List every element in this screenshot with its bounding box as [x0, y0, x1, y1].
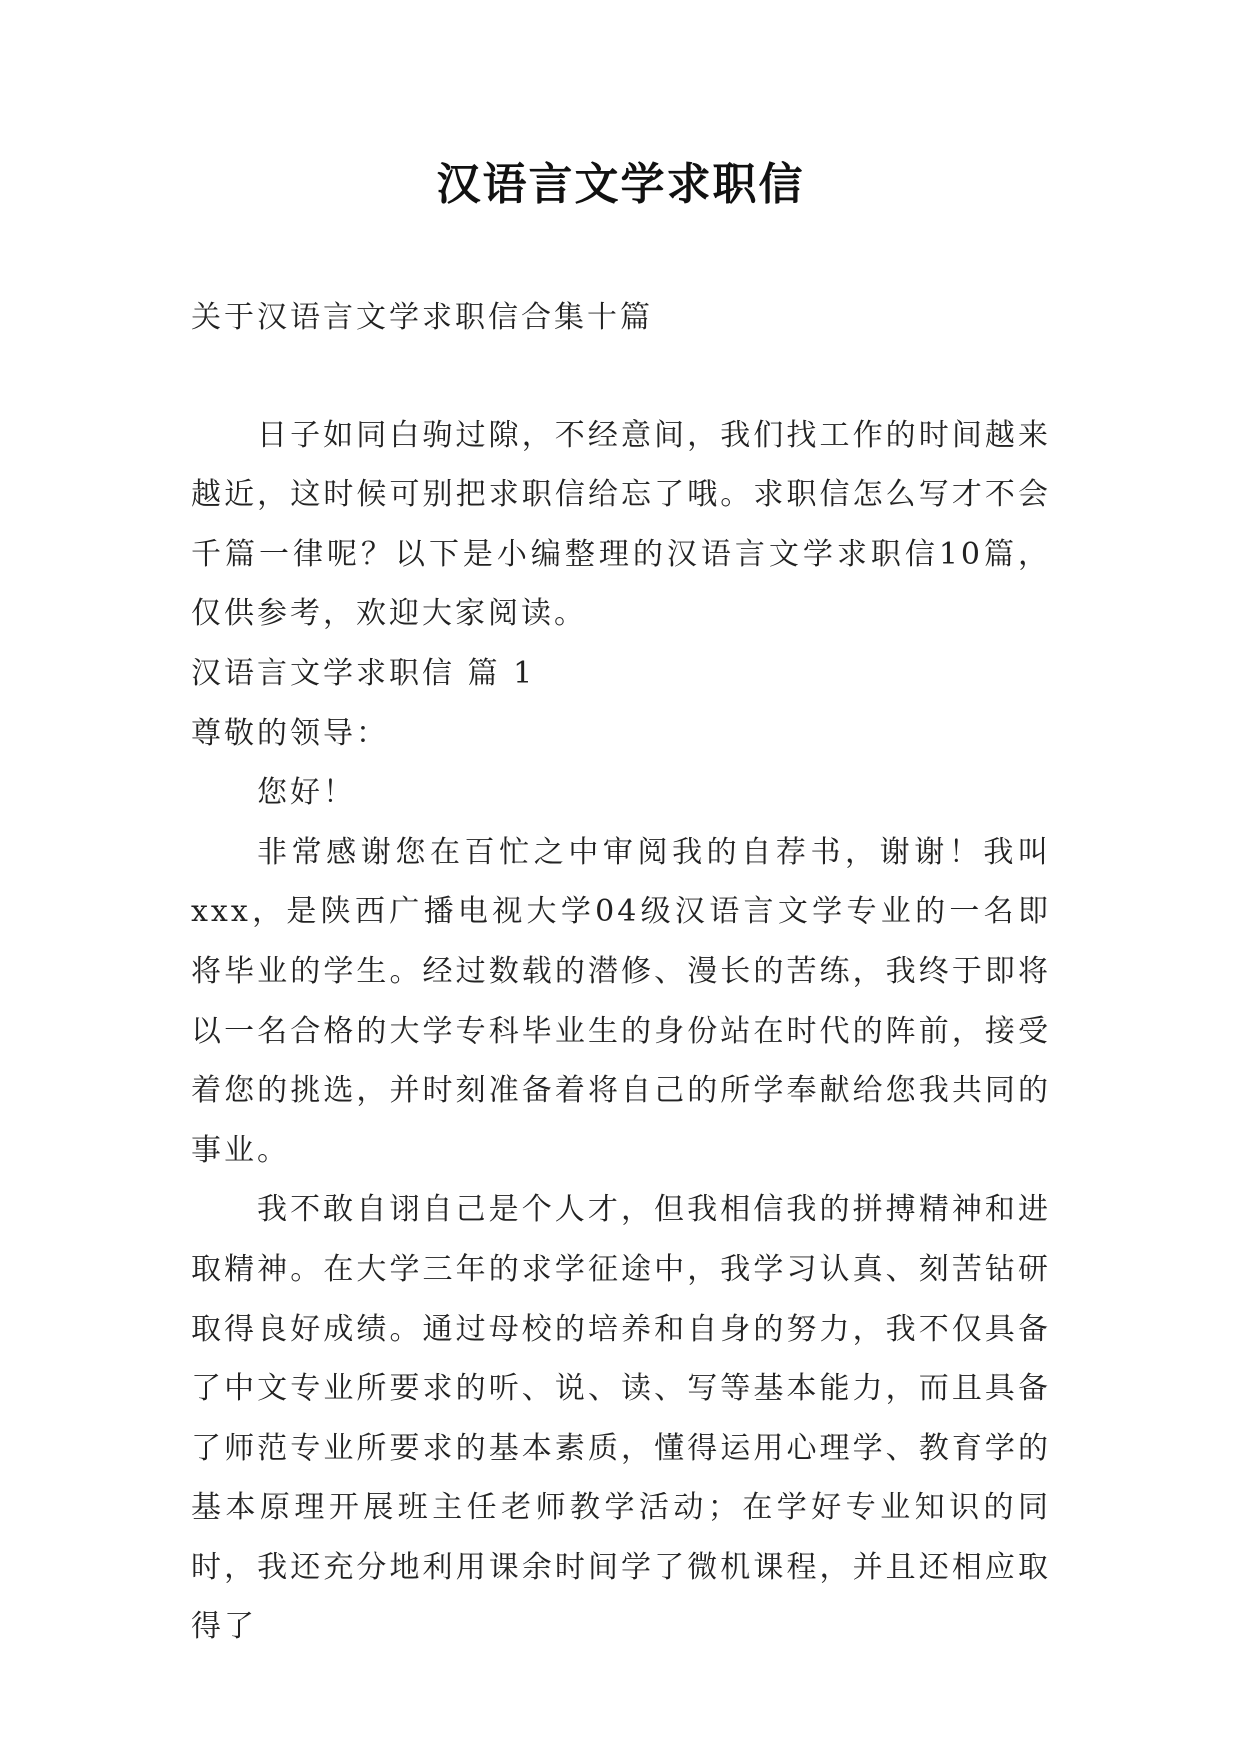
document-subtitle: 关于汉语言文学求职信合集十篇: [191, 300, 653, 335]
salutation: 尊敬的领导：: [191, 715, 389, 751]
greeting: 您好！: [257, 775, 356, 811]
body-paragraph-1: 非常感谢您在百忙之中审阅我的自荐书，谢谢！我叫xxx，是陕西广播电视大学04级汉语言文学专业的一名即将毕业的学生。经过数载的潜修、漫长的苦练，我终于即将以一名合格的大学专科毕业生的身份站在时代的阵前，接受着您的挑选，并时刻准备着将自己的所学奉献给您我共同的事业。: [191, 834, 1051, 1168]
document-title: 汉语言文学求职信: [436, 159, 805, 210]
intro-paragraph: 日子如同白驹过隙，不经意间，我们找工作的时间越来越近，这时候可别把求职信给忘了哦。求职信怎么写才不会千篇一律呢？以下是小编整理的汉语言文学求职信10篇，仅供参考，欢迎大家阅读。: [191, 417, 1051, 632]
section-heading: 汉语言文学求职信 篇 1: [191, 655, 536, 691]
body-paragraph-2: 我不敢自诩自己是个人才，但我相信我的拼搏精神和进取精神。在大学三年的求学征途中，我学习认真、刻苦钻研取得良好成绩。通过母校的培养和自身的努力，我不仅具备了中文专业所要求的听、说、读、写等基本能力，而且具备了师范专业所要求的基本素质，懂得运用心理学、教育学的基本原理开展班主任老师教学活动；在学好专业知识的同时，我还充分地利用课余时间学了微机课程，并且还相应取得了: [191, 1192, 1051, 1645]
document-body: [191, 288, 1051, 1657]
